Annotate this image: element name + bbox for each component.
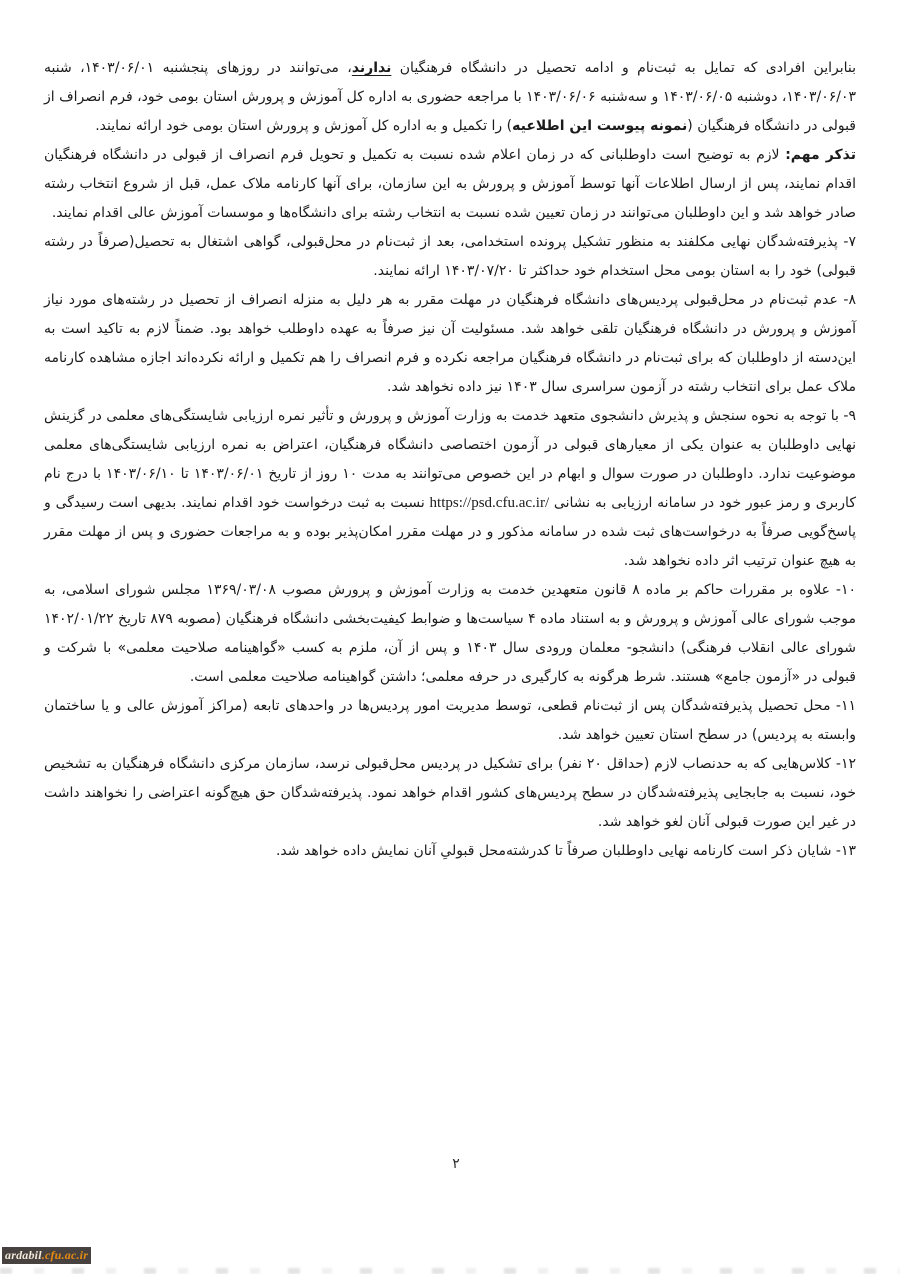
text-run: تذکر مهم:	[785, 147, 856, 163]
site-watermark-badge	[2, 1247, 91, 1264]
page-number: ۲	[452, 1156, 460, 1172]
text-run: لازم به توضیح است داوطلبانی که در زمان اعلام شده نسبت به تکمیل و تحویل فرم انصراف از قبولی در دانشگاه فرهنگیان اقدام نمایند، پس از ارسال اطلاعات آنها توسط آموزش و پرورش به این سازمان، برای آنها کارنامه ملاک عمل، قبل از شروع انتخاب رشته صادر خواهد شد و این داوطلبان می‌توانند در زمان تعیین شده نسبت به انتخاب رشته برای دانشگاه‌ها و موسسات آموزش عالی اقدام نمایند.	[44, 147, 856, 221]
text-run: ۱۲- کلاس‌هایی که به حدنصاب لازم (حداقل ۲۰ نفر) برای تشکیل در پردیس محل‌قبولی نرسد، سازمان مرکزی دانشگاه فرهنگیان به تشخیص خود، نسبت به جابجایی پذیرفته‌شدگان در سطح پردیس‌های کشور اقدام خواهد نمود. پذیرفته‌شدگان حق هیچ‌گونه اعتراضی را نخواهند داشت در غیر این صورت قبولی آنان لغو خواهد شد.	[44, 756, 856, 830]
text-run: بنابراین افرادی که تمایل به ثبت‌نام و ادامه تحصیل در دانشگاه فرهنگیان	[391, 60, 856, 76]
text-run: ۸- عدم ثبت‌نام در محل‌قبولی پردیس‌های دانشگاه فرهنگیان در مهلت مقرر به هر دلیل به منزله انصراف از تحصیل در رشته‌های مورد نیاز آموزش و پرورش در دانشگاه فرهنگیان تلقی خواهد شد. مسئولیت آن نیز صرفاً به عهده داوطلب خواهد بود. ضمناً لازم به تاکید است به این‌دسته از داوطلبان که برای ثبت‌نام در دانشگاه فرهنگیان مراجعه نکرده و فرم انصراف را هم تکمیل و ارائه نکرده‌اند اجازه مشاهده کارنامه ملاک عمل برای انتخاب رشته در آزمون سراسری سال ۱۴۰۳ نیز داده نخواهد شد.	[44, 292, 856, 395]
text-run: ) را تکمیل و به اداره کل آموزش و پرورش استان بومی خود ارائه نمایند.	[95, 118, 513, 134]
text-run: نسبت به ثبت درخواست خود اقدام نمایند. بدیهی است رسیدگی و پاسخ‌گویی صرفاً به درخواست‌های ثبت شده در سامانه مذکور و در مهلت مقرر امکان‌پذیر بوده و به مراجعات حضوری و پس از مهلت مقرر به هیچ عنوان ترتیب اثر داده نخواهد شد.	[44, 495, 856, 569]
text-run: ۱۱- محل تحصیل پذیرفته‌شدگان پس از ثبت‌نام قطعی، توسط مدیریت امور پردیس‌ها در واحدهای تابعه (مراکز آموزش عالی و یا ساختمان وابسته به پردیس) در سطح استان تعیین خواهد شد.	[44, 698, 856, 743]
site-watermark-suffix: .cfu.ac.ir	[41, 1248, 89, 1262]
text-run: ۷- پذیرفته‌شدگان نهایی مکلفند به منظور تشکیل پرونده استخدامی، بعد از ثبت‌نام در محل‌قبولی، گواهی اشتغال به تحصیل(صرفاً در رشته قبولی) خود را به استان بومی محل استخدام خود حداکثر تا ۱۴۰۳/۰۷/۲۰ ارائه نمایند.	[44, 234, 856, 279]
intro-paragraph	[44, 54, 856, 141]
item-11	[44, 692, 856, 750]
item-8	[44, 286, 856, 402]
text-run: نمونه پیوست این اطلاعیه	[512, 118, 688, 134]
item-10	[44, 576, 856, 692]
item-12	[44, 750, 856, 837]
site-watermark-prefix: ardabil	[5, 1248, 42, 1262]
assessment-system-url[interactable]: https://psd.cfu.ac.ir/	[429, 495, 550, 511]
text-run: ، می‌توانند در روزهای پنجشنبه ۱۴۰۳/۰۶/۰۱، شنبه ۱۴۰۳/۰۶/۰۳، دوشنبه ۱۴۰۳/۰۶/۰۵ و سه‌شنبه ۱۴۰۳/۰۶/۰۶ با مراجعه حضوری به اداره کل آموزش و پرورش استان بومی خود، فرم انصراف از قبولی در دانشگاه فرهنگیان (	[44, 60, 856, 134]
item-7	[44, 228, 856, 286]
item-9	[44, 402, 856, 576]
cropped-bottom-line-artifact	[0, 1268, 900, 1274]
text-run: ۱۰- علاوه بر مقررات حاکم بر ماده ۸ قانون متعهدین خدمت به وزارت آموزش و پرورش مصوب ۱۳۶۹/۰۳/۰۸ مجلس شورای اسلامی، به موجب شورای عالی آموزش و پرورش و به استناد ماده ۴ سیاست‌ها و ضوابط کیفیت‌بخشی دانشگاه فرهنگیان (مصوبه ۸۷۹ تاریخ ۱۴۰۲/۰۱/۲۲ شورای عالی انقلاب فرهنگی) دانشجو- معلمان ورودی سال ۱۴۰۳ و پس از آن، ملزم به کسب «گواهینامه صلاحیت معلمی» با شرکت و قبولی در «آزمون جامع» هستند. شرط هرگونه به کارگیری در حرفه معلمی؛ داشتن گواهینامه صلاحیت معلمی است.	[44, 582, 857, 685]
text-run: ۹- با توجه به نحوه سنجش و پذیرش دانشجوی متعهد خدمت به وزارت آموزش و پرورش و تأثیر نمره ارزیابی شایستگی‌های معلمی در گزینش نهایی داوطلبان به عنوان یکی از معیارهای قبولی در آزمون اختصاصی دانشگاه فرهنگیان، اعتراض به نمره ارزیابی شایستگی‌های معلمی موضوعیت ندارد. داوطلبان در صورت سوال و ابهام در این خصوص می‌توانند به مدت ۱۰ روز از تاریخ ۱۴۰۳/۰۶/۰۱ تا ۱۴۰۳/۰۶/۱۰ با درج نام کاربری و رمز عبور خود در سامانه ارزیابی به نشانی	[44, 408, 857, 511]
important-note-paragraph	[44, 141, 856, 228]
text-run: ندارند	[351, 60, 392, 76]
item-13	[44, 837, 856, 866]
document-body	[44, 54, 856, 866]
text-run: ۱۳- شایان ذکر است کارنامه نهایی داوطلبان صرفاً تا کدرشته‌محل قبولیِ آنان نمایش داده خواهد شد.	[275, 843, 856, 859]
